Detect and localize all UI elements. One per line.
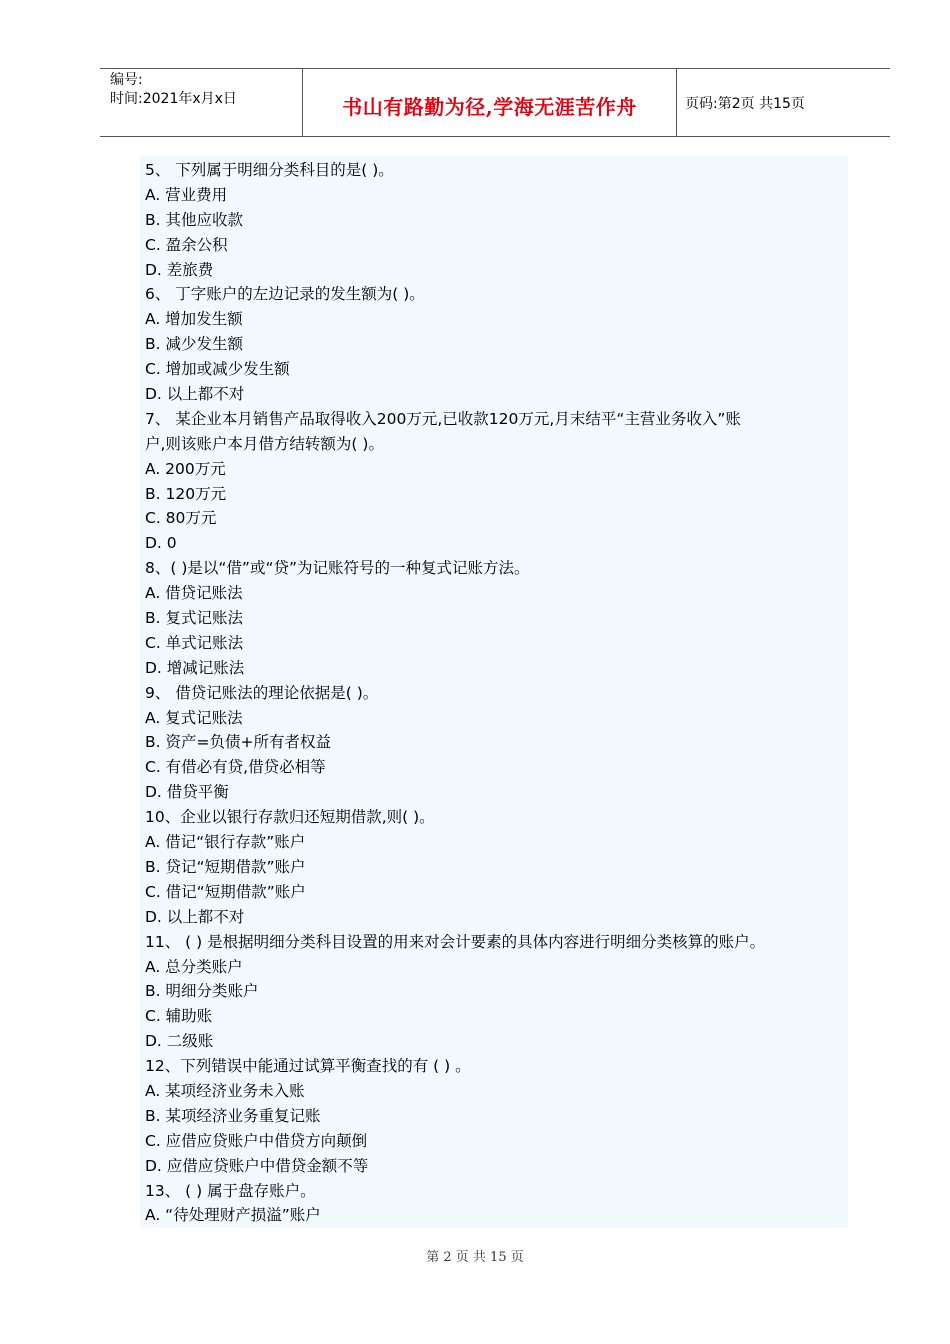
text-line: 户,则该账户本月借方结转额为( )。: [145, 434, 384, 453]
text-line: 13、 ( ) 属于盘存账户。: [145, 1181, 316, 1200]
header-page-cell: [677, 69, 890, 136]
header-motto-cell: [303, 69, 677, 136]
text-line: C. 辅助账: [145, 1007, 213, 1026]
document-number-label: 编号:: [110, 72, 143, 88]
text-line: A. 复式记账法: [145, 708, 243, 727]
text-line: B. 其他应收款: [145, 210, 243, 229]
text-line: D. 以上都不对: [145, 907, 245, 926]
text-line: D. 借贷平衡: [145, 783, 229, 802]
document-time-label: 时间:2021年x月x日: [110, 91, 237, 107]
page-footer: 第 2 页 共 15 页: [426, 1250, 524, 1265]
text-line: C. 盈余公积: [145, 235, 228, 254]
text-line: 12、下列错误中能通过试算平衡查找的有 ( ) 。: [145, 1057, 471, 1076]
page-header: [100, 68, 890, 137]
header-page-code: 页码:第2页 共15页: [685, 96, 805, 112]
text-line: B. 贷记“短期借款”账户: [145, 857, 306, 876]
text-line: B. 减少发生额: [145, 335, 243, 354]
text-line: D. 增减记账法: [145, 658, 245, 677]
text-line: B. 120万元: [145, 484, 227, 503]
text-line: C. 80万元: [145, 509, 217, 528]
text-line: 7、 某企业本月销售产品取得收入200万元,已收款120万元,月末结平“主营业务收入”账: [145, 409, 741, 428]
text-line: C. 单式记账法: [145, 633, 244, 652]
text-line: A. 总分类账户: [145, 957, 243, 976]
header-meta-cell: [100, 69, 303, 136]
text-line: C. 有借必有贷,借贷必相等: [145, 758, 326, 777]
text-line: D. 差旅费: [145, 260, 214, 279]
text-line: A. 借贷记账法: [145, 584, 243, 603]
text-line: A. 营业费用: [145, 185, 228, 204]
text-line: A. 借记“银行存款”账户: [145, 833, 306, 852]
text-line: B. 某项经济业务重复记账: [145, 1106, 321, 1125]
text-line: 6、 丁字账户的左边记录的发生额为( )。: [145, 285, 425, 304]
text-line: B. 明细分类账户: [145, 982, 259, 1001]
text-line: 10、企业以银行存款归还短期借款,则( )。: [145, 808, 435, 827]
text-line: D. 二级账: [145, 1032, 214, 1051]
text-line: C. 增加或减少发生额: [145, 360, 290, 379]
header-motto: 书山有路勤为径,学海无涯苦作舟: [342, 95, 637, 119]
text-line: 8、( )是以“借”或“贷”为记账符号的一种复式记账方法。: [145, 559, 530, 578]
text-line: D. 0: [145, 534, 177, 553]
question-list: [145, 158, 845, 1228]
text-line: D. 应借应贷账户中借贷金额不等: [145, 1156, 369, 1175]
text-line: A. 某项经济业务未入账: [145, 1081, 305, 1100]
text-line: 11、 ( ) 是根据明细分类科目设置的用来对会计要素的具体内容进行明细分类核算的账户。: [145, 932, 766, 951]
text-line: C. 借记“短期借款”账户: [145, 882, 306, 901]
text-line: C. 应借应贷账户中借贷方向颠倒: [145, 1131, 368, 1150]
text-line: B. 资产=负债+所有者权益: [145, 733, 331, 752]
text-line: A. 增加发生额: [145, 310, 243, 329]
text-line: A. 200万元: [145, 459, 226, 478]
text-line: B. 复式记账法: [145, 609, 243, 628]
text-line: 5、 下列属于明细分类科目的是( )。: [145, 161, 394, 179]
text-line: A. “待处理财产损溢”账户: [145, 1206, 321, 1225]
text-line: D. 以上都不对: [145, 385, 245, 404]
text-line: 9、 借贷记账法的理论依据是( )。: [145, 683, 379, 702]
